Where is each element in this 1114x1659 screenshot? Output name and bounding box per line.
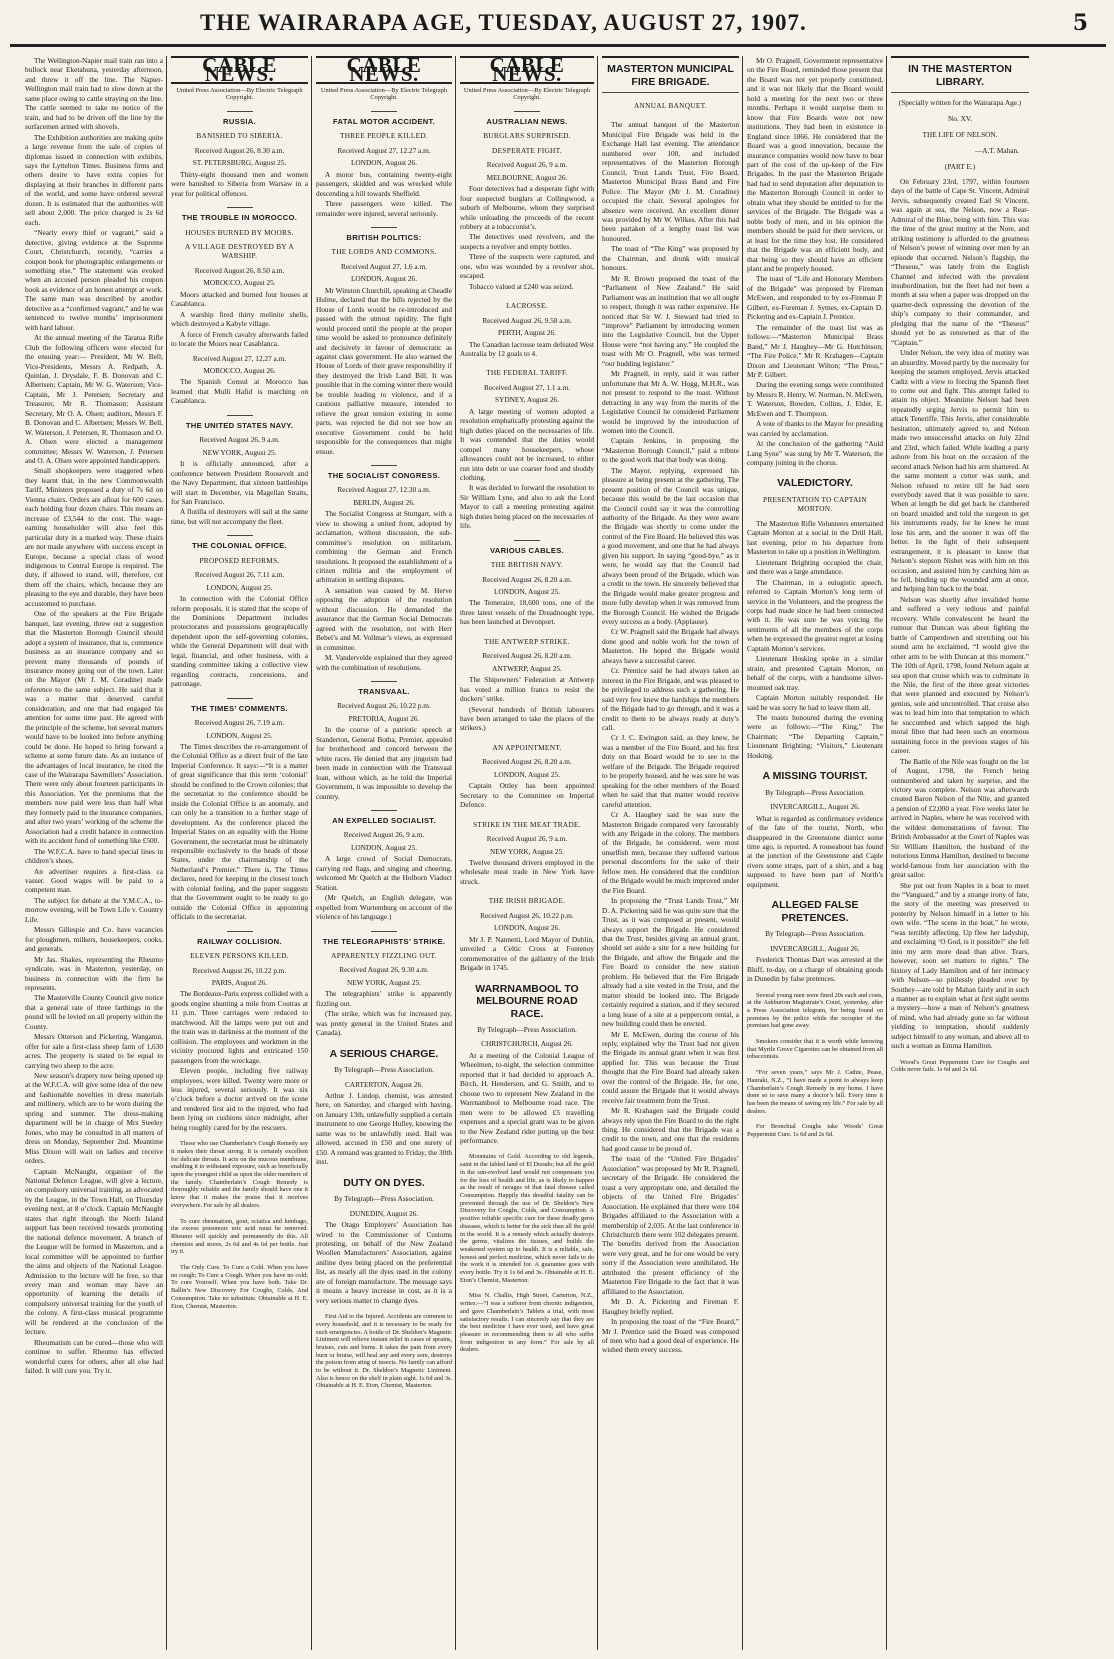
dateline: ANTWERP, August 25. xyxy=(492,663,562,673)
article-heading: THE TROUBLE IN MOROCCO. xyxy=(171,207,308,222)
book-title: THE LIFE OF NELSON. xyxy=(922,130,998,139)
local-news-paragraphs xyxy=(25,56,163,1376)
article-paragraph: The Masterton Rifle Volunteers entertained Captain Morton at a social in the Drill Hall, last evening, prior to his departure from Masterton to take up a position in Wellington. xyxy=(747,518,883,557)
article-subheading: BANISHED TO SIBERIA. xyxy=(196,131,283,141)
masthead-rule xyxy=(10,44,1106,47)
cable-news-heading: CABLE NEWS. xyxy=(316,56,452,84)
article-paragraph: Cr J. C. Ewington said, as they knew, he was a member of the Fire Board, and his first duty on that Board would be to see to the welfare of the Brigade. The Brigade required to be properly housed, and he was sure he was speaking for the other members of the Board when he said that that matter would receive careful attention. xyxy=(602,733,739,809)
received-line: Received August 26, 8.20 a.m. xyxy=(482,757,572,767)
received-line: Received August 26, 7.11 a.m. xyxy=(194,570,285,580)
article-paragraph: The Wellington-Napier mail train ran into a bullock near Eketahuna, yesterday afternoon, and threw it off the line. The Napier-Wellington mail train had to slow down at the same place owing to cattle straying on the line. The cattle seemed to take no notice of the train, and had to be driven off the line by the surfacemen armed with shovels. xyxy=(25,56,163,132)
article-paragraph: In proposing the “Trust Lands Trust,” Mr D. A. Pickering said he was quite sure that the Trust, as it was composed at present, would always support the Brigade. He considered that the Trust, besides giving an annual grant, should set aside a site for a new building for the Brigade, and allow the Brigade and the Fire Board to consider the new station problem. He believed that the Fire Brigade already had a site vested in the Trust, and the matter should be looked into. The Brigade certainly required a station, and if they secured a long lease of a site at a peppercorn rental, a new building could then be erected. xyxy=(602,896,739,1029)
article-heading: THE UNITED STATES NAVY. xyxy=(171,415,308,430)
dateline: INVERCARGILL, August 26. xyxy=(770,802,860,812)
dateline: CARTERTON, August 26. xyxy=(344,1079,424,1089)
article-paragraph: The Chairman, in a eulogistic speech, referred to Captain Morton’s long term of service in the Volunteers, and the progress the corps had made since he had been connected with it. He was sure he was voicing the sentiments of all the members of the corps when he expressed the greatest regret at losing Captain Morton’s services. xyxy=(747,577,883,653)
received-line: Received August 27, 1.6 a.m. xyxy=(341,261,427,271)
article-paragraph: The toast of “The King” was proposed by the Chairman, and drunk with musical honours. xyxy=(602,244,739,273)
article-paragraph: The Canadian lacrosse team defeated West Australia by 12 goals to 4. xyxy=(460,339,594,358)
article-subheading: DESPERATE FIGHT. xyxy=(492,145,562,155)
article-paragraph: Lieutenant Hosking spoke in a similar strain, and presented Captain Morton, on behalf of the corps, with a handsome silver-mounted oak tray. xyxy=(747,654,883,692)
article-paragraph: A vote of thanks to the Mayor for presiding was carried by acclamation. xyxy=(747,419,883,438)
received-line: Received August 27, 12.27 a.m. xyxy=(192,353,287,363)
article-subheading: PRESENTATION TO CAPTAIN MORTON. xyxy=(763,494,867,514)
column-cable-news-1 xyxy=(168,56,311,1650)
article-paragraph: (The strike, which was for increased pay, was pretty general in the United States and Canada). xyxy=(316,1009,452,1038)
advertisement: Mountains of Gold. According to old legends, saint in the fabled land of El Dorado; but all the gold in the sun-evolved land would not compensate you for the loss of health and life, as is likely to happen as the result of ravages of that fatal disease called Consumption. Happily this dreadful fatality can be prevented through the use of Dr. Sheldon’s New Discovery for Coughs, Colds, and Consumption. A positive reliable specific cure for these deadly germ diseases, which is better for the sick than all the gold in the world. It is a remedy which actually destroys the germs, vitalizes the tissues, and builds the weakened system up to health. It is a reliable, safe, honest and perfect medicine, which never fails to do the work it is intended for. A guarantee goes with every bottle. Try it 1s 6d and 3s. Obtainable at H. E. Eton’s Chemist, Masterton. xyxy=(460,1153,594,1284)
column-cable-news-2 xyxy=(313,56,455,1650)
byline: By Telegraph—Press Association. xyxy=(765,929,865,939)
advertisement: The Only Cure. To Cure a Cold. When you have no cough; To Cure a Cough. When you have no cold; To cure Yourself. When you have both. Take Dr. Ballin’s New Discovery For Coughs, Colds, And Consumption. Take no substitute. Obtainable at H. E. Eton, Chemist, Masterton. xyxy=(171,1264,308,1310)
received-line: Received August 26, 9 a.m. xyxy=(486,160,568,170)
article-paragraph: Cr A. Haughey said he was sure the Masterton Brigade compared very favourably with any Brigade in the colony. The members of the Brigade, he considered, were most unselfish men, because they suffered various personal discomforts for the sake of their fellow men. He considered that the condition of the Brigade would be much improved under the Fire Board. xyxy=(602,810,739,895)
article-paragraph: Cr. Prentice said he had always taken an interest in the Fire Brigade, and was pleased to be privileged to address such a gathering. He said very few knew the hardships the members of the Brigade had to go through, and it was a credit to them to be always ready at duty’s call. xyxy=(602,666,739,732)
article-heading: TRANSVAAL. xyxy=(316,681,452,696)
article-heading: THE TELEGRAPHISTS’ STRIKE. xyxy=(316,931,452,946)
column-cable-news-3 xyxy=(457,56,597,1650)
news-item: Several young men were fined 20s each and costs, at the Ashburton Magistrate’s Court, yesterday, after a Press Association telegram, for being found on premises by the police while the occupier of the premises had gone away. xyxy=(747,991,883,1030)
article-paragraph: Tobacco valued at £240 was seized. xyxy=(469,281,574,291)
advertisement: Smokers consider that it is worth while knowing that Myrtle Grove Cigarettes can be obtained from all tobacconists. xyxy=(747,1038,883,1061)
article-subheading: THE BRITISH NAVY. xyxy=(490,560,564,570)
article-paragraph: Captain McNaught, organiser of the National Defence League, will give a lecture, on compulsory universal training, as advocated by the League, in the Town Hall, on Thursday evening next, at 8 o’clock. Captain McNaught states that right through the North Island support has been received towards promoting the national defence movement. A branch of the League will be formed in Masterton, and a local committee will be appointed to further the aims and objects of the National League. Admission to the lecture will be free, so that every man and woman may have an opportunity of learning the details of compulsory universal training for the youth of the colony. A first-class musical programme will be rendered at the conclusion of the lecture. xyxy=(25,1166,163,1337)
dateline: LONDON, August 26. xyxy=(493,923,561,933)
article-paragraph: What is regarded as confirmatory evidence of the fate of the tourist, North, who disappeared in the Greenstone district some time ago, is reported. A rouseabout has found at the junction of the Greenstone and Caple rivers some straps, part of a shirt, and a bag supposed to have been part of North’s equipment. xyxy=(747,813,883,889)
dateline: BERLIN, August 26. xyxy=(353,497,415,507)
article-paragraph: Frederick Thomas Dart was arrested at the Bluff, to-day, on a charge of obtaining goods in Dunedin by false pretences. xyxy=(747,955,883,984)
received-line: Received August 26, 9 a.m. xyxy=(486,834,568,844)
advertisement: To cure rheumatism, gout, sciatica and lumbago, the excess poisonous uric acid must be removed. Rheumo will quickly and permanently do this. All chemists and stores, 2s 6d and 4s 6d per bottle. Just try it. xyxy=(171,1217,308,1256)
cable-news-heading: CABLE NEWS. xyxy=(460,56,594,84)
article-subheading: ELEVEN PERSONS KILLED. xyxy=(190,951,289,961)
dateline: MOROCCO, August 25. xyxy=(203,278,276,288)
article-paragraph: Mr Jas. Shakes, representing the Rheumo syndicate, was in Masterton, yesterday, on business in connection with the firm he represents. xyxy=(25,954,163,992)
article-subheading: THREE PEOPLE KILLED. xyxy=(339,131,429,141)
dateline: LONDON, August 25. xyxy=(493,769,561,779)
dateline: NEW YORK, August 25. xyxy=(347,977,421,987)
article-paragraph: The W.F.C.A. have to hand special lines in children’s shoes. xyxy=(25,846,163,866)
article-paragraph: At the annual meeting of the Taratua Rifle Club the following officers were elected for the ensuing year:— President, Mr W. Bell; Vice-Presidents, Messrs A. Redpath, A. Quinlan, J. Drysdale, F. B. Donovan and C. Albertsen; Captain, Mr W. G. Waterson; Vice-Captain, Mr J. Petersen; Secretary and Treasurer, Mr R. Thomason; Assistant Secretary, Mr O. A. Olsen; auditors, Messrs F. B. Donovan and C. Albertsen; Messrs W. Bell, W. Waterson, J. Petersen, R. Thomason and O. A. Olsen were elected a management committee; Messrs W. Waterson, J. Petersen and O. A. Olsen were appointed handicappers. xyxy=(25,333,163,466)
article-heading-large: WARRNAMBOOL TO MELBOURNE ROAD RACE. xyxy=(475,982,579,1020)
received-line: Received August 26, 9.30 a.m. xyxy=(339,965,429,975)
newspaper-title: THE WAIRARAPA AGE, TUESDAY, AUGUST 27, 1907. xyxy=(200,10,807,35)
article-heading: RAILWAY COLLISION. xyxy=(171,931,308,946)
article-paragraph: The annual banquet of the Masterton Municipal Fire Brigade was held in the Exchange Hall last evening. The attendance numbered over 100, and included representatives of the Masterton Borough Council, Trust Lands Trust, Fire Board, Masterton Municipal Brass Band and Fire Police. The Mayor (Mr J. M. Coradine) occupied the chair. Several apologies for absence were received. An excellent dinner was provided by Mr W. Wilkes. After this had been partaken of a lengthy toast list was honoured. xyxy=(602,120,739,243)
part-label: (PART E.) xyxy=(944,162,976,171)
article-paragraph: Three passengers were killed. The remainder were injured, several seriously. xyxy=(316,199,452,218)
article-subheading: (Specially written for the Wairarapa Age.) xyxy=(898,98,1022,107)
article-heading: AUSTRALIAN NEWS. xyxy=(460,111,594,126)
article-paragraph: Captain Ottley has been appointed Secretary to the Committee on Imperial Defence. xyxy=(460,781,594,810)
column-divider xyxy=(311,56,312,1650)
article-subheading: BURGLARS SURPRISED. xyxy=(483,131,571,141)
article-paragraph: A flotilla of destroyers will sail at the same time, but will not accompany the fleet. xyxy=(171,507,308,526)
book-author: —A.T. Mahan. xyxy=(974,146,1019,155)
column-fire-brigade-cont xyxy=(744,56,886,1650)
article-paragraph: A large crowd of Social Democrats, carrying red flags, and singing and cheering, welcomed Mr Quelch at the Holborn Viaduct Station. xyxy=(316,854,452,892)
article-subheading: ANNUAL BANQUET. xyxy=(633,101,707,110)
page-number: 5 xyxy=(1072,10,1088,36)
article-paragraph: Cr W. Pragnell said the Brigade had always done good and noble work for the town of Masterton. He hoped the Brigade would always have a successful career. xyxy=(602,627,739,665)
article-paragraph: The Battle of the Nile was fought on the 1st of August, 1798, the French being outnumbered and taken by surprise, and the victory was complete. Nelson was afterwards created Baron Nelson of the Nile, and granted a pension of £2,000 a year. Five weeks later he arrived in Naples, where he was received with the wildest demonstrations of favour. The British Ambassador at the Court of Naples was Sir William Hamilton, the husband of the notorious Emma Hamilton, destined to become world-famous from her association with the great sailor. xyxy=(891,756,1029,880)
article-paragraph: Lieutenant Brighting occupied the chair, and there was a large attendance. xyxy=(747,557,883,577)
article-paragraph: The telegraphists’ strike is apparently fizzling out. xyxy=(316,989,452,1008)
article-paragraph: A force of French cavalry afterwards failed to locate the Moors near Casablanca. xyxy=(171,329,308,349)
article-subheading: PROPOSED REFORMS. xyxy=(199,555,280,565)
article-paragraph: Mr Pragnell, in reply, said it was rather unfortunate that Mr A. W. Hogg, M.H.R., was not present to respond to the toast. Without detracting in any way from the merits of the Legislative Council he considered Parliament would be improved by the introduction of women into the Council. xyxy=(602,369,739,435)
dateline: LONDON, August 25. xyxy=(350,842,418,852)
column-divider xyxy=(455,56,456,1650)
dateline: LONDON, August 25. xyxy=(493,587,561,597)
column-divider xyxy=(166,56,167,1650)
article-paragraph: Small shopkeepers were staggered when they learnt that, in the new Commonwealth Tariff, Ministers proposed a duty of 7s 6d on Vienna chairs. Orders are afloat for 600 cases, each holding four dozen chairs. This means an increase of £3,544 to the cost. The wage-earning householder will also feel this particular duty in a marked way. These chairs are not made anywhere with success except in Europe, because a special class of wood indigenous to Central Europe is required. The duty, if allowed to stand, will, therefore, cut them off the chairs, which, because they are pleasing to the eye and durable, they have been accustomed to purchase. xyxy=(25,466,163,608)
article-paragraph: Twelve thousand drivers employed in the wholesale meat trade in New York have struck. xyxy=(460,858,594,886)
article-heading: RUSSIA. xyxy=(171,111,308,126)
fire-brigade-cont-paragraphs xyxy=(747,56,883,467)
article-heading: LACROSSE. xyxy=(506,301,548,311)
dateline: NEW YORK, August 25. xyxy=(202,447,277,457)
article-paragraph: During the evening songs were contributed by Messrs R. Henry, W. Norman, N. McEwen, T. Waterson, Bowden, Collins, J. Elder, E. McEwen and T. Thompson. xyxy=(747,380,883,418)
byline: By Telegraph—Press Association. xyxy=(765,787,865,797)
article-paragraph: In proposing the toast of the “Fire Board,” Mr J. Prentice said the Board was composed of men who had a good deal of experience. He wished them every success. xyxy=(602,1317,739,1355)
article-heading-large: A SERIOUS CHARGE. xyxy=(329,1047,439,1060)
advertisement: “For seven years,” says Mr J. Cathie, Pease, Hauraki, N.Z., “I have made a point to always keep Chamberlain’s Cough Remedy in my home. I have done so to save many a doctor’s bill. Every time it has been the means of saving my life.” For sale by all dealers. xyxy=(747,1069,883,1115)
article-paragraph: At a meeting of the Colonial League of Wheelmen, to-night, the selection committee reported that it had decided to approach A. Birch, H. Henderson, and G. Smith, and to choose two to represent New Zealand in the Warrnambool to Melbourne road race. The men were to be allowed £5 travelling expenses and a special grant was to be given to the New Zealand rider putting up the best performance. xyxy=(460,1050,594,1146)
article-paragraph: (Mr Quelch, an English delegate, was expelled from Wurtemburg on account of the violence of his language.) xyxy=(316,893,452,922)
article-paragraph: A warship fired thirty melinite shells, which destroyed a Kabyle village. xyxy=(171,309,308,329)
article-paragraph: Moors attacked and burned four houses at Casablanca. xyxy=(171,289,308,309)
received-line: Received August 26, 10.22 p.m. xyxy=(192,965,287,975)
article-paragraph: Three of the suspects were captured, and one, who was wounded by a revolver shot, escaped. xyxy=(460,252,594,281)
received-line: Received August 26, 8.30 a.m. xyxy=(194,145,285,155)
article-heading-large: ALLEGED FALSE PRETENCES. xyxy=(771,899,859,924)
received-line: Received August 27, 12.30 a.m. xyxy=(337,485,431,495)
article-paragraph: The Times describes the re-arrangement of the Colonial Office as a direct fruit of the late Imperial Conference. It says:—“It is a matter of great significance that this term ‘colonial’ should be confined to the Crown colonies; that the secretariat to the conference should be inside the Colonial Office is an anomaly, and can only be a transition to a further stage of development. As the conference placed the Imperial States on an equality with the Home Government, the secretariat must be ultimately responsible exclusively to the heads of those States, under the chairmanship of the Netherland’s Premier.” There is, The Times declares, need for keeping in the closest touch with colonial feeling, and the paper suggests that the Government ought to be ready to go outside the Colonial Office in appointing officials to the secretariat. xyxy=(171,742,308,922)
dateline: MOROCCO, August 26. xyxy=(203,365,276,375)
column-library xyxy=(888,56,1032,1650)
article-paragraph: Mr J. P. Nannetti, Lord Mayor of Dublin, unveiled a Celtic Cross at Fontenoy commemorative of the gallantry of the Irish Brigade in 1745. xyxy=(460,934,594,973)
article-paragraph: The Masterville County Council give notice that a general rate of three farthings in the pound will be levied on all property within the County. xyxy=(25,993,163,1031)
article-heading: THE SOCIALIST CONGRESS. xyxy=(316,465,452,480)
article-heading: THE COLONIAL OFFICE. xyxy=(171,535,308,550)
advertisement: Wood’s Great Peppermint Cure for Coughs and Colds never fails. 1s 6d and 2s 6d. xyxy=(891,1058,1029,1074)
column-divider xyxy=(742,56,743,1650)
article-paragraph: She put out from Naples in a boat to meet the “Vanguard,” and by a strange irony of fate, the story of the meeting was preserved to posterity by Nelson himself in a letter to his own wife. “The scene in the boat,” he wrote, “was terribly affecting. Up flew her ladyship, and exclaiming ‘O God, is it possible?’ she fell into my arm more dead than alive. Tears, however, soon set matters to rights.” The history of Lady Hamilton and of her intimacy with Nelson—so pitilessly pleaded over by Southey—are told by Mahan fairly and in such a manner as to explain what at first sight seems a mystery—how a man of Nelson’s greatness of mind, who had already gone so far without yielding to temptation, should suddenly subject himself to any woman, and above all to such a woman as Emma Hamilton. xyxy=(891,880,1029,1051)
article-heading: FATAL MOTOR ACCIDENT. xyxy=(316,111,452,126)
article-paragraph: The Bordeaux-Paris express collided with a goods engine shunting a mile from Coutras at 11 p.m. Three carriages were reduced to matchwood. All the lamps were put out and the train was in darkness at the moment of the collision. The employees and workmen in the vicinity procured lights and extricated 150 passengers from the wreckage. xyxy=(171,989,308,1065)
article-paragraph: The detectives used revolvers, and the suspects a revolver and empty bottles. xyxy=(460,232,594,251)
byline: By Telegraph—Press Association. xyxy=(477,1025,577,1035)
article-subheading: HOUSES BURNED BY MOORS. xyxy=(185,227,294,237)
received-line: Received August 26, 9 a.m. xyxy=(199,435,280,445)
column-local-news xyxy=(22,56,166,1650)
article-paragraph: M. Vandervelde explained that they agreed with the combination of resolutions. xyxy=(316,653,452,672)
article-paragraph: Mr D. A. Pickering and Fireman F. Haughey briefly replied. xyxy=(602,1297,739,1316)
article-paragraph: Captain Morton suitably responded. He said he was sorry he had to leave them all. xyxy=(747,693,883,712)
copyright-note: United Press Association—By Electric Telegraph Copyright. xyxy=(176,86,303,102)
article-heading: STRIKE IN THE MEAT TRADE. xyxy=(473,819,581,829)
dateline: NEW YORK, August 25. xyxy=(490,846,564,856)
article-subheading: APPARENTLY FIZZLING OUT. xyxy=(331,950,437,960)
dateline: LONDON, August 26. xyxy=(350,274,418,284)
article-paragraph: The Exhibition authorities are making quite a large revenue from the sale of copies of diplomas issued in connection with exhibits, says the Lyttelton Times. Business firms and others desire to have extra copies for displaying at their branches in different parts of the world, and some have ordered several dozen. It is estimated that the authorities will sell about 2,000. The price charged is 2s 6d each. xyxy=(25,132,163,227)
article-heading: THE FEDERAL TARIFF. xyxy=(486,368,568,378)
article-paragraph: Four detectives had a desperate fight with four suspected burglars at Collingwood, a suburb of Melbourne, whom they surprised while unloading the proceeds of the recent robbery at a tobacconist’s. xyxy=(460,184,594,231)
article-paragraph: The Spanish Consul at Morocco has learned that Mulli Hafid is marching on Casablanca. xyxy=(171,377,308,406)
article-paragraph: It was decided to forward the resolution to Sir William Lyne, and also to ask the Lord Mayor to call a meeting protesting against high duties being placed on the necessaries of life. xyxy=(460,483,594,531)
article-paragraph: The toast of the “United Fire Brigades’ Association” was proposed by Mr R. Pragnell, secretary of the Brigade. He considered the toast a very appropriate one, and detailed the objects of the United Fire Brigades’ Association. He explained that there were 104 Brigades affiliated to the Association with a membership of 2,035. At the last conference in Christchurch there were 102 delegates present. The benefits derived from the Association were very great, and he for one would be very sorry if the Association were annihilated. He attributed the present efficiency of the Masterton Fire Brigade to the fact that it was affiliated to the Association. xyxy=(602,1154,739,1296)
article-paragraph: Mr E. McEwen, during the course of his reply, explained why the Trust had not given the Brigade its annual grant when it was first applied for. This was because the Trust thought that the Fire Board had already taken over the control of the Brigade. He, for one, could assure the Brigade that it would always receive fair treatment from the Trust. xyxy=(602,1029,739,1105)
dateline: CHRISTCHURCH, August 26. xyxy=(481,1039,573,1049)
dateline: ST. PETERSBURG, August 25. xyxy=(192,158,287,168)
dateline: LONDON, August 25. xyxy=(206,730,273,740)
masthead xyxy=(0,0,1114,52)
dateline: LONDON, August 25. xyxy=(206,582,273,592)
valedictory-paragraphs xyxy=(747,519,883,760)
article-heading: THE ANTWERP STRIKE. xyxy=(484,636,570,646)
copyright-note: United Press Association—By Electric Telegraph Copyright. xyxy=(463,86,591,102)
article-heading-large: MASTERTON MUNICIPAL FIRE BRIGADE. xyxy=(602,56,739,93)
article-heading: THE TIMES’ COMMENTS. xyxy=(171,698,308,713)
column-divider xyxy=(886,56,887,1650)
copyright-note: United Press Association—By Electric Telegraph Copyright. xyxy=(320,86,448,102)
column-fire-brigade xyxy=(599,56,742,1650)
article-paragraph: Thirty-eight thousand men and women were banished to Siberia from Warsaw in a year for political offences. xyxy=(171,169,308,198)
library-paragraphs xyxy=(891,177,1029,1051)
dateline: PRETORIA, August 26. xyxy=(348,713,420,723)
byline: By Telegraph—Press Association. xyxy=(334,1065,434,1075)
article-paragraph: At the conclusion of the gathering “Auld Lang Syne” was sung by Mr T. Waterson, the company joining in the chorus. xyxy=(747,439,883,468)
article-paragraph: A large meeting of women adopted a resolution emphatically protesting against the high duties placed on the necessaries of life. It was contended that the duties would compel many housekeepers, whose allowances could not be increased, to either run into debt or use coarser food and shoddy clothing. xyxy=(460,406,594,482)
article-paragraph: “Nearly every thief or vagrant,” said a detective, giving evidence at the Supreme Court, Christchurch, recently, “carries a coupon book for photographic enlargements or something else.” The statement was evoked when an accused person pleaded his coupon book as evidence of an honest attempt at work. The same man was described by another detective as a “confirmed vagrant,” and he was sentenced to twelve months’ imprisonment with hard labour. xyxy=(25,228,163,332)
article-subheading: A VILLAGE DESTROYED BY A WARSHIP. xyxy=(185,241,294,261)
received-line: Received August 26, 9 a.m. xyxy=(343,830,425,840)
article-paragraph: A sensation was caused by M. Herve opposing the adoption of the resolution without discussion. He demanded the assurance that the German Social Democrats agreed with the resolution, not with Herr Bebel’s and M. Vollmar’s views, as expressed in committee. xyxy=(316,585,452,652)
article-paragraph: Nelson was shortly after invalided home and suffered a very tedious and painful recovery. While convalescent he heard the rumour that Duncan was about fighting the battle of Camperdown and stretching out his sound arm he exclaimed, “I would give the other arm to be with Duncan at this moment.” The 10th of April, 1798, found Nelson again at sea upon that cruise which was to culminate in the Nile, the first of the three great victories that were planned and executed by Nelson’s genius, sole and uncontrolled. That cruise also was to lead him into that temptation to which he succumbed and which sapped the high moral fibre that had been such an enormous sustaining force in the previous stages of his career. xyxy=(891,594,1029,756)
article-heading: AN APPOINTMENT. xyxy=(492,742,562,752)
advertisement: For Bronchial Coughs take Woods’ Great Peppermint Cure. 1s 6d and 2s 6d. xyxy=(747,1123,883,1139)
article-paragraph: An advertiser requires a first-class ca vasser. Good wages will be paid to a competent man. xyxy=(25,866,163,895)
article-subheading: THE LORDS AND COMMONS. xyxy=(331,247,437,257)
article-heading-large: IN THE MASTERTON LIBRARY. xyxy=(891,56,1029,93)
dateline: PARIS, August 26. xyxy=(211,977,268,987)
article-paragraph: It is officially announced, after a conference between President Roosevelt and the Navy Department, that sixteen battleships will start in December, via Magellan Straits, for San Francisco. xyxy=(171,459,308,506)
article-paragraph: Mr R. Krahagen said the Brigade could always rely upon the Fire Board to do the right thing. He considered that the Brigade was a credit to the town, and one that the residents had good cause to be proud of. xyxy=(602,1106,739,1153)
article-paragraph: The subject for debate at the Y.M.C.A., to-morrow evening, will be Town Life v. Country Life. xyxy=(25,895,163,924)
article-paragraph: The toast of “Life and Honorary Members of the Brigade” was proposed by Fireman McEwen, and responded to by ex-Fireman P. Gilbert, ex-Foreman J. Symes, ex-Captain D. Pickering and ex-Captain J. Prentice. xyxy=(747,274,883,322)
dateline: PERTH, August 26. xyxy=(498,328,556,338)
series-number: No. XV. xyxy=(948,114,972,123)
dateline: MELBOURNE, August 26. xyxy=(486,172,568,182)
article-heading: VARIOUS CABLES. xyxy=(460,540,594,555)
article-heading: BRITISH POLITICS: xyxy=(316,227,452,242)
article-paragraph: The Temeraire, 18,600 tons, one of the three latest vessels of the Dreadnought type, has been launched at Devonport. xyxy=(460,598,594,627)
article-heading-large: VALEDICTORY. xyxy=(777,477,853,490)
dateline: INVERCARGILL, August 26. xyxy=(770,943,860,953)
received-line: Received August 27, 12.27 a.m. xyxy=(337,145,431,155)
article-paragraph: Messrs Gillespie and Co. have vacancies for ploughmen, milkers, housekeepers, cooks, and generals. xyxy=(25,925,163,954)
byline: By Telegraph—Press Association. xyxy=(334,1194,434,1204)
article-paragraph: The Otago Employers’ Association has wired to the Commissioner of Customs protesting, on behalf of the New Zealand Woollen Manufacturers’ Association, against aniline dyes being placed on the preferential list, as nearly all the dyes used in the colony are of foreign manufacture. The message says it means a heavy increase in cost, as it is a very serious matter to change dyes. xyxy=(316,1220,452,1305)
article-heading-large: A MISSING TOURIST. xyxy=(762,770,868,783)
received-line: Received August 26, 8.50 a.m. xyxy=(194,265,285,275)
article-paragraph: Rheumatism can be cured—those who will continue to suffer. Rheumo has effected wonderful cures for others, after all else had failed. It will cure you. Try it. xyxy=(25,1337,163,1376)
received-line: Received August 26, 10.22 p.m. xyxy=(337,701,431,711)
received-line: Received August 26, 8.20 a.m. xyxy=(482,574,572,584)
article-paragraph: Mr Winston Churchill, speaking at Cheadle Hulme, declared that the bills rejected by the House of Lords would be re-introduced and passed with the utmost rapidity. The fight would proceed until the people at the proper time would be asked to pronounce definitely and decisively in favour of democratic as against class government. He also warned the House of Lords of their grave responsibility if they destroyed the Irish Land Bill. It was possible that in the coming winter there would be trouble leading to violence, and if a cautious palliative measure, intended to relieve the great tension existing in some parts, was rejected he did not see how an executive Government could be held responsible for the consequences that might ensue. xyxy=(316,285,452,456)
article-paragraph: One of the speakers at the Fire Brigade banquet, last evening, threw out a suggestion that the Masterton Borough Council should adopt a system of insurance, that is, commence business as an insurance company and so prevent many thousands of pounds of insurance money going out of the town. Later on the Mayor (Mr J. M. Coradine) made reference to the same subject. He said that it was a matter that deserved careful consideration, and one that had engaged his attention for some time past. He agreed with the principle of the scheme, but several matters would have to be looked into before anything could be done. He hoped to bring forward a scheme at some future date. As an instance of the advantages of local insurance, he cited the case of the Wairarapa Sawmillers’ Association. There were only about fourteen participants in this Association. Yet the premiums that the members now paid were less than half what they formerly paid to the insurance companies, and after two years’ working of the scheme the Association had a credit balance in connection with its accident fund of something like £500. xyxy=(25,609,163,846)
article-paragraph: Eleven people, including five railway employees, were killed. Twenty were more or less injured, several seriously. It was six o’clock before a doctor arrived on the scene and rendered first aid to the injured, who had been lying on cushions since midnight, after being roughly cared for by the rescuers. xyxy=(171,1066,308,1132)
article-heading: THE IRISH BRIGADE. xyxy=(488,896,566,906)
advertisement: Miss N. Challis, High Street, Carterton, N.Z., writes:—“I was a sufferer from chronic indigestion, and gave Chamberlain’s Tablets a trial, with most satisfactory results. I can sincerely say that they are the best medicine I have ever used, and have great pleasure in recommending them to all who suffer from indigestion in any form.” For sale by all dealers. xyxy=(460,1292,594,1354)
received-line: Received August 26, 7.19 a.m. xyxy=(194,718,285,728)
article-heading: AN EXPELLED SOCIALIST. xyxy=(316,810,452,825)
article-paragraph: Mr R. Brown proposed the toast of the “Parliament of New Zealand.” He said Parliament was an institution that we all ought to respect, though it was rather expensive. He noticed that Sir W. J. Steward had tried to “improve” Parliament by introducing women into the Legislative Council, but the Upper House were “not having any.” He coupled the toast with Mr O. Pragnell, who was termed “our budding legislator.” xyxy=(602,273,739,368)
article-paragraph: (Several hundreds of British labourers have been arranged to take the places of the strikers.) xyxy=(460,704,594,733)
received-line: Received August 26, 9.58 a.m. xyxy=(482,315,572,325)
received-line: Received August 26, 10.22 p.m. xyxy=(480,910,574,920)
article-paragraph: The toasts honoured during the evening were as follows:—“The King,” The Chairman; “The Departing Captain,” Lieutenant Brighting; “Visitors,” Lieutenant Hosking. xyxy=(747,712,883,760)
article-paragraph: On February 23rd, 1797, within fourteen days of the battle of Cape St. Vincent, Admiral Jervis, subsequently created Earl St Vincent, was again at sea, the Nelson, now a Rear-Admiral of the Blue, being with him. This was the time of the great mutiny at the Nore, and striking testimony is afforded to the greatness of Nelson’s power of winning over men by an episode that occurred. Nelson’s flagship, the “Theseus,” was lately from the English Channel and infected with the prevalent insubordination, but the fleet had not been a month at sea when a paper was dropped on the quarter-deck expressing the devotion of the ship’s company to their commander, and pledging that the name of the “Theseus” should yet be as renowned as that of the “Captain.” xyxy=(891,177,1029,347)
advertisement: Those who use Chamberlain’s Cough Remedy say it makes their throat strong. It is certainly excellent for delicate throats. It acts on the mucous membrane, enabling it to withstand exposure, such as beneficially upon the youngest child as upon the older members of the family. Chamberlain’s Cough Remedy is thoroughly reliable and the family should have one it know that it makes the praise that it receives everywhere. For sale by all dealers. xyxy=(171,1140,308,1209)
advertisement: First Aid to the Injured. Accidents are common to every household, and it is necessary to be ready for such emergencies. A bottle of Dr. Sheldon’s Magnetic Liniment will relieve instant relief in cases of sprains, bruises, cuts and burns. It takes the pain from every burn or bruise, will heal any and every sore, destroys the poison from sting of insects. No family can afford to be without it. Dr. Sheldon’s Magnetic Liniment. Also is hence on the shelf in plain sight. 1s 6d and 3s. Obtainable at H. E. Eton, Chemist, Masterton. xyxy=(316,1313,452,1390)
fire-brigade-paragraphs xyxy=(602,120,739,1354)
article-paragraph: Captain Jenkins, in proposing the “Masterton Borough Council,” paid a tribute to the good work that that body was doing. xyxy=(602,436,739,465)
cable-news-heading: CABLE NEWS. xyxy=(171,56,308,84)
column-divider xyxy=(597,56,598,1650)
article-paragraph: Arthur J. Lindop, chemist, was arrested here, on Saturday, and charged with having, on January 13th, unlawfully supplied a certain instrument to one George Hulley, knowing the same was to be unlawfully used. Bail was allowed, accused in £50 and one surety of £50. A remand was granted to Friday, the 30th inst. xyxy=(316,1091,452,1167)
article-paragraph: Messrs Otterson and Pickering, Wanganui, offer for sale a first-class sheep farm of 1,630 acres. The property is stated to be equal to carrying two sheep to the acre. xyxy=(25,1032,163,1070)
article-paragraph: In connection with the Colonial Office reform proposals, it is stated that the scope of the Dominions Department includes protectorates and possessions geographically dependent upon the self-governing colonies, while the General Department will deal with legal, financial, and other business, with a standing committee taking a collective view regarding contracts, concessions, and patronage. xyxy=(171,594,308,689)
article-paragraph: Under Nelson, the very idea of mutiny was an absurdity. Moved partly by the necessity for keeping the seamen employed, Jervis attacked Cadiz with a view to forcing the Spanish fleet to come out and fight. This attempt failed to attain its object. Meantime Nelson had been repeatedly urging Jervis to permit him to attack Teneriffe. This Jervis, after considerable hesitation, ultimately agreed to, and Nelson made two unsuccessful attacks on July 22nd and 23rd, which failed. While leading a party ashore from his boat on the occasion of the second attack Nelson had his arm shattered. At the same moment a cutter was sunk, and Nelson refused to retire till he had seen everybody saved that it was possible to save. When at length he did get back he clambered on board unaided and told the surgeon to get his instruments ready, for he knew he must lose his arm, and the sooner it was off the better. In the light of their subsequent estrangement, it is pleasant to know that Nelson’s stepson Nisbet was with him on this occasion, and assisted him by catching him as he fell, binding up the wounded arm at once, and helping him back to the boat. xyxy=(891,348,1029,594)
article-paragraph: A motor bus, containing twenty-eight passengers, skidded and was wrecked while descending a hill towards Sheffield. xyxy=(316,169,452,198)
dateline: SYDNEY, August 26. xyxy=(495,395,559,405)
article-paragraph: Mr O. Pragnell, Government representative on the Fire Board, reminded those present that the Board was not yet properly constituted, and it was not likely that the Board would hold a meeting for the next two or three months. Perhaps it would surprise them to know that Fire Boards were not new institutions. They had been in existence in England since 1866. He considered that the Board was a good innovation, because the insurance companies would now have to bear part of the cost of the up-keep of the Fire Brigades. In the past the Masterton Brigade had had to send deputation after deputation to the Masterton Borough Council in order to obtain what they should be entitled to for the services of the Brigade. The Brigade was a noble body of men, and in his opinion the members should be paid for their services, or at least for the time they lost. He considered that the Brigade was an efficient body, and that being so they should have an efficient plant and be properly housed. xyxy=(747,56,883,273)
article-paragraph: New season’s drapery now being opened up at the W.F.C.A. will give some idea of the new and fashionable novelties in dress materials and millinery, which are to be worn during the spring and summer. The dress-making department will be in charge of Mrs Steeley Jones, who may be consulted in all matters of dress on Monday, September 2nd. Meantime Miss Dixon will wait on ladies and receive orders. xyxy=(25,1071,163,1166)
article-paragraph: The Socialist Congress at Stuttgart, with a view to showing a united front, adopted by acclamation, without discussion, the sub-committee’s resolution on militarism, combining the German and French resolutions. It proposed the establishment of a citizen militia and the employment of arbitration in settling disputes. xyxy=(316,509,452,585)
article-paragraph: The Mayor, replying, expressed his pleasure at being present at the gathering. The present position of the Council was unique, because this would be the last occasion that the Council could say it was the controlling authority of the Brigade. As they were aware the Brigade was shortly to come under the control of the Fire Board. He believed this was a good movement, and one that he had always given his support. In saying “good-bye,” as it were, he would say that the Council had always been proud of the Brigade, which was a credit to the town. He sincerely believed that the Brigade would make greater progress and more fully develop when it was removed from the Borough Council. He wished the Brigade every success as a body. (Applause). xyxy=(602,465,739,627)
received-line: Received August 26, 8.20 a.m. xyxy=(482,651,572,661)
dateline: DUNEDIN, August 26. xyxy=(349,1208,419,1218)
article-paragraph: The Shipowners’ Federation at Antwerp has voted a million francs to resist the dockers’ strike. xyxy=(460,675,594,704)
received-line: Received August 27, 1.1 a.m. xyxy=(484,382,570,392)
dateline: LONDON, August 26. xyxy=(350,158,418,168)
article-paragraph: In the course of a patriotic speech at Standerton, General Botha, Premier, appealed for brotherhood and concord between the white races. He denied that any jingoism had been made in connection with the Transvaal loan, without which, as he told the Imperial Government, it was impossible to develop the country. xyxy=(316,725,452,801)
article-heading-large: DUTY ON DYES. xyxy=(343,1176,425,1189)
article-paragraph: The remainder of the toast list was as follows:—“Masterton Municipal Brass Band,” Mr J. Haughey—Mr G. Hutchinson; “The Fire Police,” Mr R. Krahagen—Captain Dixon and Lieutenant Wilton; “The Press,” Mr P. Gilbert. xyxy=(747,322,883,379)
